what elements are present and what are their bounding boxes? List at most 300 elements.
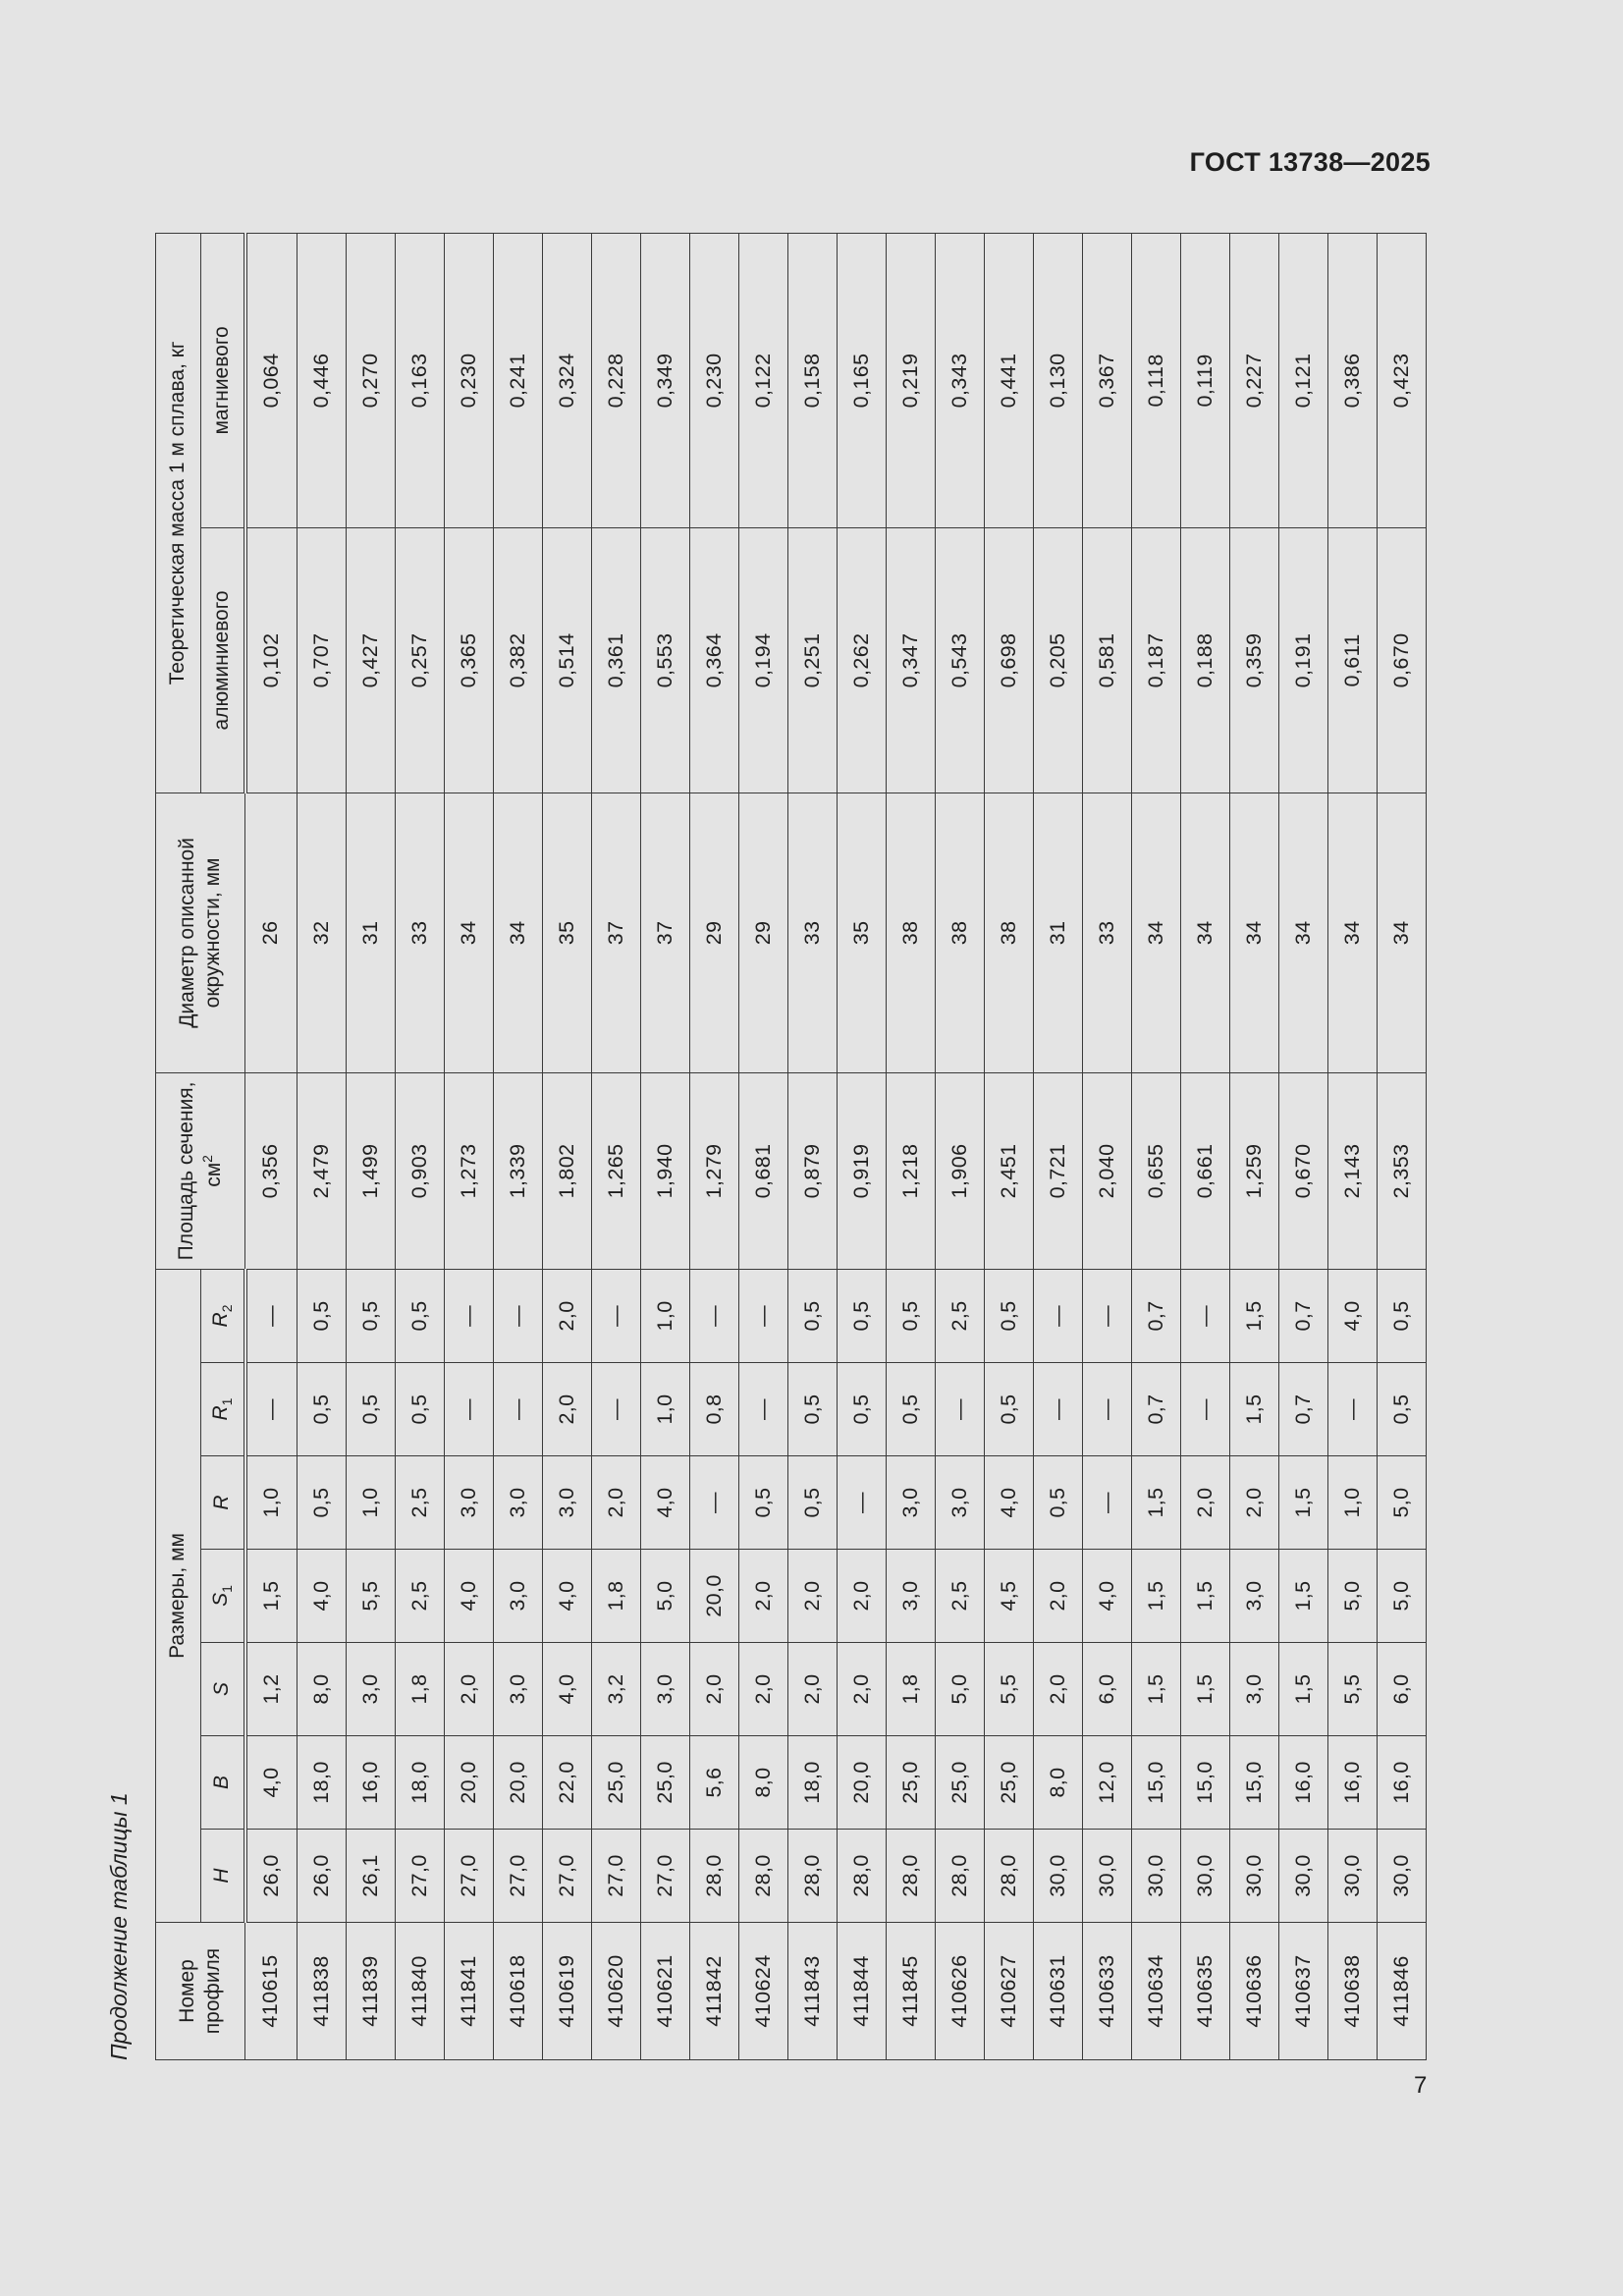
- table-row: [1229, 233, 1278, 2059]
- cell-H: 26,0: [245, 1830, 298, 1923]
- cell-R1: 0,5: [346, 1363, 395, 1456]
- cell-mass-magnesium: 0,118: [1131, 233, 1180, 527]
- cell-R2: 0,7: [1278, 1269, 1327, 1362]
- cell-mass-aluminium: 0,427: [346, 527, 395, 793]
- header-mass-aluminium: алюминиевого: [201, 527, 245, 793]
- cell-diameter: 34: [1180, 793, 1229, 1072]
- cell-S: 3,0: [640, 1643, 689, 1736]
- cell-area: 1,940: [640, 1072, 689, 1269]
- cell-S: 3,0: [1229, 1643, 1278, 1736]
- cell-mass-aluminium: 0,257: [395, 527, 444, 793]
- cell-S1: 1,5: [1278, 1550, 1327, 1643]
- cell-R2: —: [1082, 1269, 1131, 1362]
- cell-R1: 0,5: [984, 1363, 1033, 1456]
- cell-profile-number: 411838: [297, 1923, 346, 2060]
- cell-area: 1,273: [444, 1072, 493, 1269]
- cell-profile-number: 410624: [738, 1923, 787, 2060]
- cell-R1: —: [591, 1363, 640, 1456]
- cell-S1: 2,0: [1033, 1550, 1082, 1643]
- cell-mass-aluminium: 0,205: [1033, 527, 1082, 793]
- cell-profile-number: 411846: [1377, 1923, 1426, 2060]
- cell-R1: 0,7: [1278, 1363, 1327, 1456]
- header-mass-magnesium: магниевого: [201, 233, 245, 527]
- cell-R1: —: [245, 1363, 298, 1456]
- cell-profile-number: 411842: [689, 1923, 738, 2060]
- cell-area: 0,681: [738, 1072, 787, 1269]
- cell-R2: —: [1033, 1269, 1082, 1362]
- cell-mass-aluminium: 0,361: [591, 527, 640, 793]
- table-row: [1082, 233, 1131, 2059]
- cell-R: 0,5: [787, 1456, 837, 1550]
- cell-area: 1,339: [493, 1072, 542, 1269]
- cell-B: 16,0: [1377, 1736, 1426, 1830]
- cell-mass-aluminium: 0,670: [1377, 527, 1426, 793]
- cell-profile-number: 410615: [245, 1923, 298, 2060]
- cell-S: 1,5: [1131, 1643, 1180, 1736]
- table-row: [1327, 233, 1377, 2059]
- cell-R2: 2,0: [542, 1269, 591, 1362]
- cell-R2: 0,5: [1377, 1269, 1426, 1362]
- cell-B: 25,0: [591, 1736, 640, 1830]
- cell-diameter: 26: [245, 793, 298, 1072]
- cell-R: 3,0: [444, 1456, 493, 1550]
- cell-mass-magnesium: 0,130: [1033, 233, 1082, 527]
- header-area: [156, 1072, 245, 1269]
- header-dim-B: B: [201, 1736, 245, 1830]
- cell-R1: —: [444, 1363, 493, 1456]
- cell-H: 27,0: [542, 1830, 591, 1923]
- cell-R: —: [689, 1456, 738, 1550]
- cell-S: 2,0: [1033, 1643, 1082, 1736]
- header-dim-R1-base: R: [208, 1405, 232, 1421]
- cell-R2: 0,5: [395, 1269, 444, 1362]
- cell-S: 6,0: [1082, 1643, 1131, 1736]
- table-row: [837, 233, 886, 2059]
- cell-R: 3,0: [542, 1456, 591, 1550]
- cell-B: 15,0: [1180, 1736, 1229, 1830]
- cell-area: 1,906: [935, 1072, 984, 1269]
- cell-R1: —: [1180, 1363, 1229, 1456]
- header-dim-R2: [201, 1269, 245, 1362]
- cell-mass-aluminium: 0,698: [984, 527, 1033, 793]
- cell-diameter: 34: [444, 793, 493, 1072]
- cell-profile-number: 410621: [640, 1923, 689, 2060]
- cell-S: 2,0: [837, 1643, 886, 1736]
- header-diameter: Диаметр описанной окружности, мм: [156, 793, 245, 1072]
- cell-B: 15,0: [1131, 1736, 1180, 1830]
- header-area-sup: 2: [199, 1155, 215, 1163]
- cell-mass-aluminium: 0,553: [640, 527, 689, 793]
- cell-R: 1,0: [1327, 1456, 1377, 1550]
- cell-profile-number: 410636: [1229, 1923, 1278, 2060]
- header-dim-R: R: [201, 1456, 245, 1550]
- cell-profile-number: 410633: [1082, 1923, 1131, 2060]
- cell-mass-aluminium: 0,514: [542, 527, 591, 793]
- cell-R1: 1,0: [640, 1363, 689, 1456]
- header-profile-number: Номер профиля: [156, 1923, 245, 2060]
- cell-profile-number: 410618: [493, 1923, 542, 2060]
- cell-S1: 4,0: [542, 1550, 591, 1643]
- cell-mass-aluminium: 0,359: [1229, 527, 1278, 793]
- cell-S: 6,0: [1377, 1643, 1426, 1736]
- cell-diameter: 35: [837, 793, 886, 1072]
- header-area-text: Площадь сечения, см: [174, 1081, 225, 1261]
- cell-S: 3,2: [591, 1643, 640, 1736]
- cell-diameter: 35: [542, 793, 591, 1072]
- cell-mass-aluminium: 0,382: [493, 527, 542, 793]
- cell-mass-aluminium: 0,102: [245, 527, 298, 793]
- cell-diameter: 34: [1327, 793, 1377, 1072]
- header-mass: Теоретическая масса 1 м сплава, кг: [156, 233, 201, 793]
- cell-diameter: 37: [591, 793, 640, 1072]
- cell-R: 1,0: [245, 1456, 298, 1550]
- cell-H: 26,0: [297, 1830, 346, 1923]
- cell-H: 27,0: [591, 1830, 640, 1923]
- table-row: [1377, 233, 1426, 2059]
- table-row: [738, 233, 787, 2059]
- cell-S1: 5,0: [640, 1550, 689, 1643]
- cell-mass-aluminium: 0,364: [689, 527, 738, 793]
- cell-R: 2,0: [591, 1456, 640, 1550]
- cell-S: 3,0: [493, 1643, 542, 1736]
- cell-B: 25,0: [640, 1736, 689, 1830]
- cell-area: 0,661: [1180, 1072, 1229, 1269]
- cell-diameter: 32: [297, 793, 346, 1072]
- cell-H: 27,0: [640, 1830, 689, 1923]
- cell-S1: 1,5: [1131, 1550, 1180, 1643]
- cell-profile-number: 411839: [346, 1923, 395, 2060]
- cell-R1: 0,7: [1131, 1363, 1180, 1456]
- cell-S1: 5,0: [1327, 1550, 1377, 1643]
- cell-diameter: 29: [738, 793, 787, 1072]
- cell-R: 0,5: [1033, 1456, 1082, 1550]
- header-dim-R2-sub: 2: [219, 1304, 236, 1313]
- cell-H: 28,0: [689, 1830, 738, 1923]
- cell-R2: —: [493, 1269, 542, 1362]
- cell-S1: 5,5: [346, 1550, 395, 1643]
- cell-mass-magnesium: 0,158: [787, 233, 837, 527]
- cell-area: 0,879: [787, 1072, 837, 1269]
- cell-B: 20,0: [493, 1736, 542, 1830]
- cell-diameter: 34: [1229, 793, 1278, 1072]
- cell-profile-number: 410619: [542, 1923, 591, 2060]
- cell-diameter: 34: [493, 793, 542, 1072]
- header-dim-S1-sub: 1: [219, 1585, 236, 1593]
- cell-R2: 0,5: [346, 1269, 395, 1362]
- table-body: [245, 233, 1427, 2059]
- cell-S1: 1,8: [591, 1550, 640, 1643]
- header-dim-S1-base: S: [208, 1592, 232, 1607]
- cell-profile-number: 410634: [1131, 1923, 1180, 2060]
- cell-H: 30,0: [1082, 1830, 1131, 1923]
- cell-B: 15,0: [1229, 1736, 1278, 1830]
- cell-mass-magnesium: 0,122: [738, 233, 787, 527]
- cell-area: 0,670: [1278, 1072, 1327, 1269]
- cell-R: 2,5: [395, 1456, 444, 1550]
- cell-S1: 3,0: [1229, 1550, 1278, 1643]
- cell-R2: —: [689, 1269, 738, 1362]
- cell-diameter: 31: [346, 793, 395, 1072]
- cell-H: 28,0: [837, 1830, 886, 1923]
- cell-H: 30,0: [1327, 1830, 1377, 1923]
- cell-mass-magnesium: 0,163: [395, 233, 444, 527]
- rotated-table-block: [106, 234, 1427, 2060]
- cell-mass-magnesium: 0,119: [1180, 233, 1229, 527]
- cell-diameter: 38: [886, 793, 935, 1072]
- table-row: [245, 233, 298, 2059]
- cell-area: 1,499: [346, 1072, 395, 1269]
- cell-R2: —: [738, 1269, 787, 1362]
- cell-R: 4,0: [984, 1456, 1033, 1550]
- cell-mass-magnesium: 0,227: [1229, 233, 1278, 527]
- cell-S1: 2,0: [738, 1550, 787, 1643]
- cell-H: 28,0: [787, 1830, 837, 1923]
- cell-S: 3,0: [346, 1643, 395, 1736]
- cell-mass-aluminium: 0,581: [1082, 527, 1131, 793]
- cell-diameter: 29: [689, 793, 738, 1072]
- cell-mass-magnesium: 0,367: [1082, 233, 1131, 527]
- cell-R: 0,5: [297, 1456, 346, 1550]
- cell-B: 8,0: [738, 1736, 787, 1830]
- cell-B: 22,0: [542, 1736, 591, 1830]
- table-row: [493, 233, 542, 2059]
- page-number: 7: [1414, 2072, 1428, 2099]
- cell-mass-aluminium: 0,251: [787, 527, 837, 793]
- cell-mass-aluminium: 0,707: [297, 527, 346, 793]
- cell-R2: 0,5: [787, 1269, 837, 1362]
- cell-S: 1,8: [395, 1643, 444, 1736]
- cell-R2: 1,0: [640, 1269, 689, 1362]
- cell-H: 27,0: [493, 1830, 542, 1923]
- cell-diameter: 31: [1033, 793, 1082, 1072]
- cell-diameter: 33: [1082, 793, 1131, 1072]
- cell-area: 2,451: [984, 1072, 1033, 1269]
- cell-profile-number: 410638: [1327, 1923, 1377, 2060]
- cell-diameter: 34: [1377, 793, 1426, 1072]
- cell-S: 5,5: [1327, 1643, 1377, 1736]
- cell-area: 1,802: [542, 1072, 591, 1269]
- cell-area: 0,903: [395, 1072, 444, 1269]
- cell-mass-magnesium: 0,324: [542, 233, 591, 527]
- table-row: [297, 233, 346, 2059]
- cell-R1: 2,0: [542, 1363, 591, 1456]
- cell-S: 1,8: [886, 1643, 935, 1736]
- cell-B: 25,0: [935, 1736, 984, 1830]
- cell-R1: 0,5: [1377, 1363, 1426, 1456]
- cell-mass-magnesium: 0,165: [837, 233, 886, 527]
- cell-R2: —: [245, 1269, 298, 1362]
- cell-S1: 4,0: [297, 1550, 346, 1643]
- cell-R: 4,0: [640, 1456, 689, 1550]
- cell-mass-magnesium: 0,441: [984, 233, 1033, 527]
- cell-diameter: 33: [787, 793, 837, 1072]
- header-dim-R2-base: R: [208, 1312, 232, 1328]
- table-row: [1278, 233, 1327, 2059]
- cell-S1: 2,0: [787, 1550, 837, 1643]
- cell-R2: —: [591, 1269, 640, 1362]
- cell-R: —: [1082, 1456, 1131, 1550]
- cell-S1: 3,0: [886, 1550, 935, 1643]
- cell-R2: 0,7: [1131, 1269, 1180, 1362]
- cell-R1: 0,5: [886, 1363, 935, 1456]
- cell-area: 1,265: [591, 1072, 640, 1269]
- cell-S1: 1,5: [245, 1550, 298, 1643]
- cell-B: 16,0: [1327, 1736, 1377, 1830]
- table-row: [886, 233, 935, 2059]
- cell-S1: 4,0: [1082, 1550, 1131, 1643]
- cell-B: 20,0: [444, 1736, 493, 1830]
- cell-profile-number: 410627: [984, 1923, 1033, 2060]
- cell-B: 20,0: [837, 1736, 886, 1830]
- cell-area: 2,040: [1082, 1072, 1131, 1269]
- table-row: [984, 233, 1033, 2059]
- table-caption: Продолжение таблицы 1: [106, 1792, 132, 2060]
- cell-H: 26,1: [346, 1830, 395, 1923]
- cell-R1: —: [493, 1363, 542, 1456]
- table-row: [1033, 233, 1082, 2059]
- cell-R1: 0,5: [395, 1363, 444, 1456]
- cell-mass-magnesium: 0,230: [444, 233, 493, 527]
- table-row: [395, 233, 444, 2059]
- cell-B: 8,0: [1033, 1736, 1082, 1830]
- cell-mass-aluminium: 0,543: [935, 527, 984, 793]
- cell-mass-magnesium: 0,230: [689, 233, 738, 527]
- cell-mass-aluminium: 0,187: [1131, 527, 1180, 793]
- cell-mass-aluminium: 0,194: [738, 527, 787, 793]
- cell-R2: —: [444, 1269, 493, 1362]
- cell-profile-number: 410635: [1180, 1923, 1229, 2060]
- cell-S: 1,5: [1278, 1643, 1327, 1736]
- header-dim-S: S: [201, 1643, 245, 1736]
- cell-diameter: 38: [984, 793, 1033, 1072]
- cell-R2: 4,0: [1327, 1269, 1377, 1362]
- cell-R: 0,5: [738, 1456, 787, 1550]
- cell-S: 2,0: [444, 1643, 493, 1736]
- cell-S1: 2,5: [395, 1550, 444, 1643]
- cell-R1: 0,8: [689, 1363, 738, 1456]
- cell-H: 27,0: [395, 1830, 444, 1923]
- cell-R2: 1,5: [1229, 1269, 1278, 1362]
- cell-diameter: 34: [1278, 793, 1327, 1072]
- cell-H: 28,0: [935, 1830, 984, 1923]
- cell-R: 1,5: [1131, 1456, 1180, 1550]
- cell-H: 28,0: [738, 1830, 787, 1923]
- cell-profile-number: 411840: [395, 1923, 444, 2060]
- cell-mass-magnesium: 0,386: [1327, 233, 1377, 527]
- cell-R: 5,0: [1377, 1456, 1426, 1550]
- header-dim-H: H: [201, 1830, 245, 1923]
- cell-S: 8,0: [297, 1643, 346, 1736]
- cell-mass-magnesium: 0,423: [1377, 233, 1426, 527]
- header-dim-R1-sub: 1: [219, 1397, 236, 1406]
- cell-profile-number: 411845: [886, 1923, 935, 2060]
- cell-profile-number: 410637: [1278, 1923, 1327, 2060]
- cell-mass-magnesium: 0,349: [640, 233, 689, 527]
- cell-mass-magnesium: 0,121: [1278, 233, 1327, 527]
- cell-R: 1,0: [346, 1456, 395, 1550]
- cell-H: 30,0: [1377, 1830, 1426, 1923]
- cell-area: 1,259: [1229, 1072, 1278, 1269]
- cell-area: 0,655: [1131, 1072, 1180, 1269]
- cell-mass-magnesium: 0,064: [245, 233, 298, 527]
- cell-profile-number: 411844: [837, 1923, 886, 2060]
- cell-H: 28,0: [984, 1830, 1033, 1923]
- cell-area: 2,353: [1377, 1072, 1426, 1269]
- cell-R2: 0,5: [886, 1269, 935, 1362]
- cell-R: 1,5: [1278, 1456, 1327, 1550]
- cell-B: 16,0: [1278, 1736, 1327, 1830]
- cell-B: 18,0: [395, 1736, 444, 1830]
- cell-R1: —: [738, 1363, 787, 1456]
- cell-S1: 3,0: [493, 1550, 542, 1643]
- cell-R: 2,0: [1180, 1456, 1229, 1550]
- cell-S: 4,0: [542, 1643, 591, 1736]
- cell-area: 2,143: [1327, 1072, 1377, 1269]
- cell-area: 1,218: [886, 1072, 935, 1269]
- cell-mass-aluminium: 0,611: [1327, 527, 1377, 793]
- cell-area: 0,721: [1033, 1072, 1082, 1269]
- cell-R1: 1,5: [1229, 1363, 1278, 1456]
- cell-R1: 0,5: [297, 1363, 346, 1456]
- cell-H: 30,0: [1033, 1830, 1082, 1923]
- cell-S: 1,5: [1180, 1643, 1229, 1736]
- cell-H: 30,0: [1131, 1830, 1180, 1923]
- cell-R1: 0,5: [787, 1363, 837, 1456]
- header-dim-R1: [201, 1363, 245, 1456]
- cell-diameter: 33: [395, 793, 444, 1072]
- cell-S1: 2,0: [837, 1550, 886, 1643]
- table-row: [1131, 233, 1180, 2059]
- cell-mass-aluminium: 0,188: [1180, 527, 1229, 793]
- header-dimensions: Размеры, мм: [156, 1269, 201, 1922]
- cell-R2: 0,5: [984, 1269, 1033, 1362]
- table-row: [935, 233, 984, 2059]
- cell-B: 25,0: [886, 1736, 935, 1830]
- cell-R: 3,0: [886, 1456, 935, 1550]
- table-row: [640, 233, 689, 2059]
- cell-B: 25,0: [984, 1736, 1033, 1830]
- cell-B: 18,0: [297, 1736, 346, 1830]
- cell-B: 12,0: [1082, 1736, 1131, 1830]
- cell-H: 28,0: [886, 1830, 935, 1923]
- cell-R2: 0,5: [837, 1269, 886, 1362]
- table-row: [591, 233, 640, 2059]
- table-row: [542, 233, 591, 2059]
- cell-mass-magnesium: 0,270: [346, 233, 395, 527]
- cell-mass-aluminium: 0,191: [1278, 527, 1327, 793]
- cell-R1: —: [1082, 1363, 1131, 1456]
- table-row: [1180, 233, 1229, 2059]
- cell-diameter: 34: [1131, 793, 1180, 1072]
- cell-area: 0,919: [837, 1072, 886, 1269]
- cell-S: 5,0: [935, 1643, 984, 1736]
- cell-diameter: 38: [935, 793, 984, 1072]
- cell-mass-magnesium: 0,241: [493, 233, 542, 527]
- cell-S1: 5,0: [1377, 1550, 1426, 1643]
- cell-profile-number: 410620: [591, 1923, 640, 2060]
- cell-S: 1,2: [245, 1643, 298, 1736]
- table-row: [444, 233, 493, 2059]
- cell-mass-magnesium: 0,446: [297, 233, 346, 527]
- cell-profile-number: 411843: [787, 1923, 837, 2060]
- cell-S: 2,0: [689, 1643, 738, 1736]
- table-row: [346, 233, 395, 2059]
- cell-mass-magnesium: 0,219: [886, 233, 935, 527]
- table-row: [787, 233, 837, 2059]
- cell-mass-magnesium: 0,228: [591, 233, 640, 527]
- cell-H: 30,0: [1180, 1830, 1229, 1923]
- cell-R1: —: [935, 1363, 984, 1456]
